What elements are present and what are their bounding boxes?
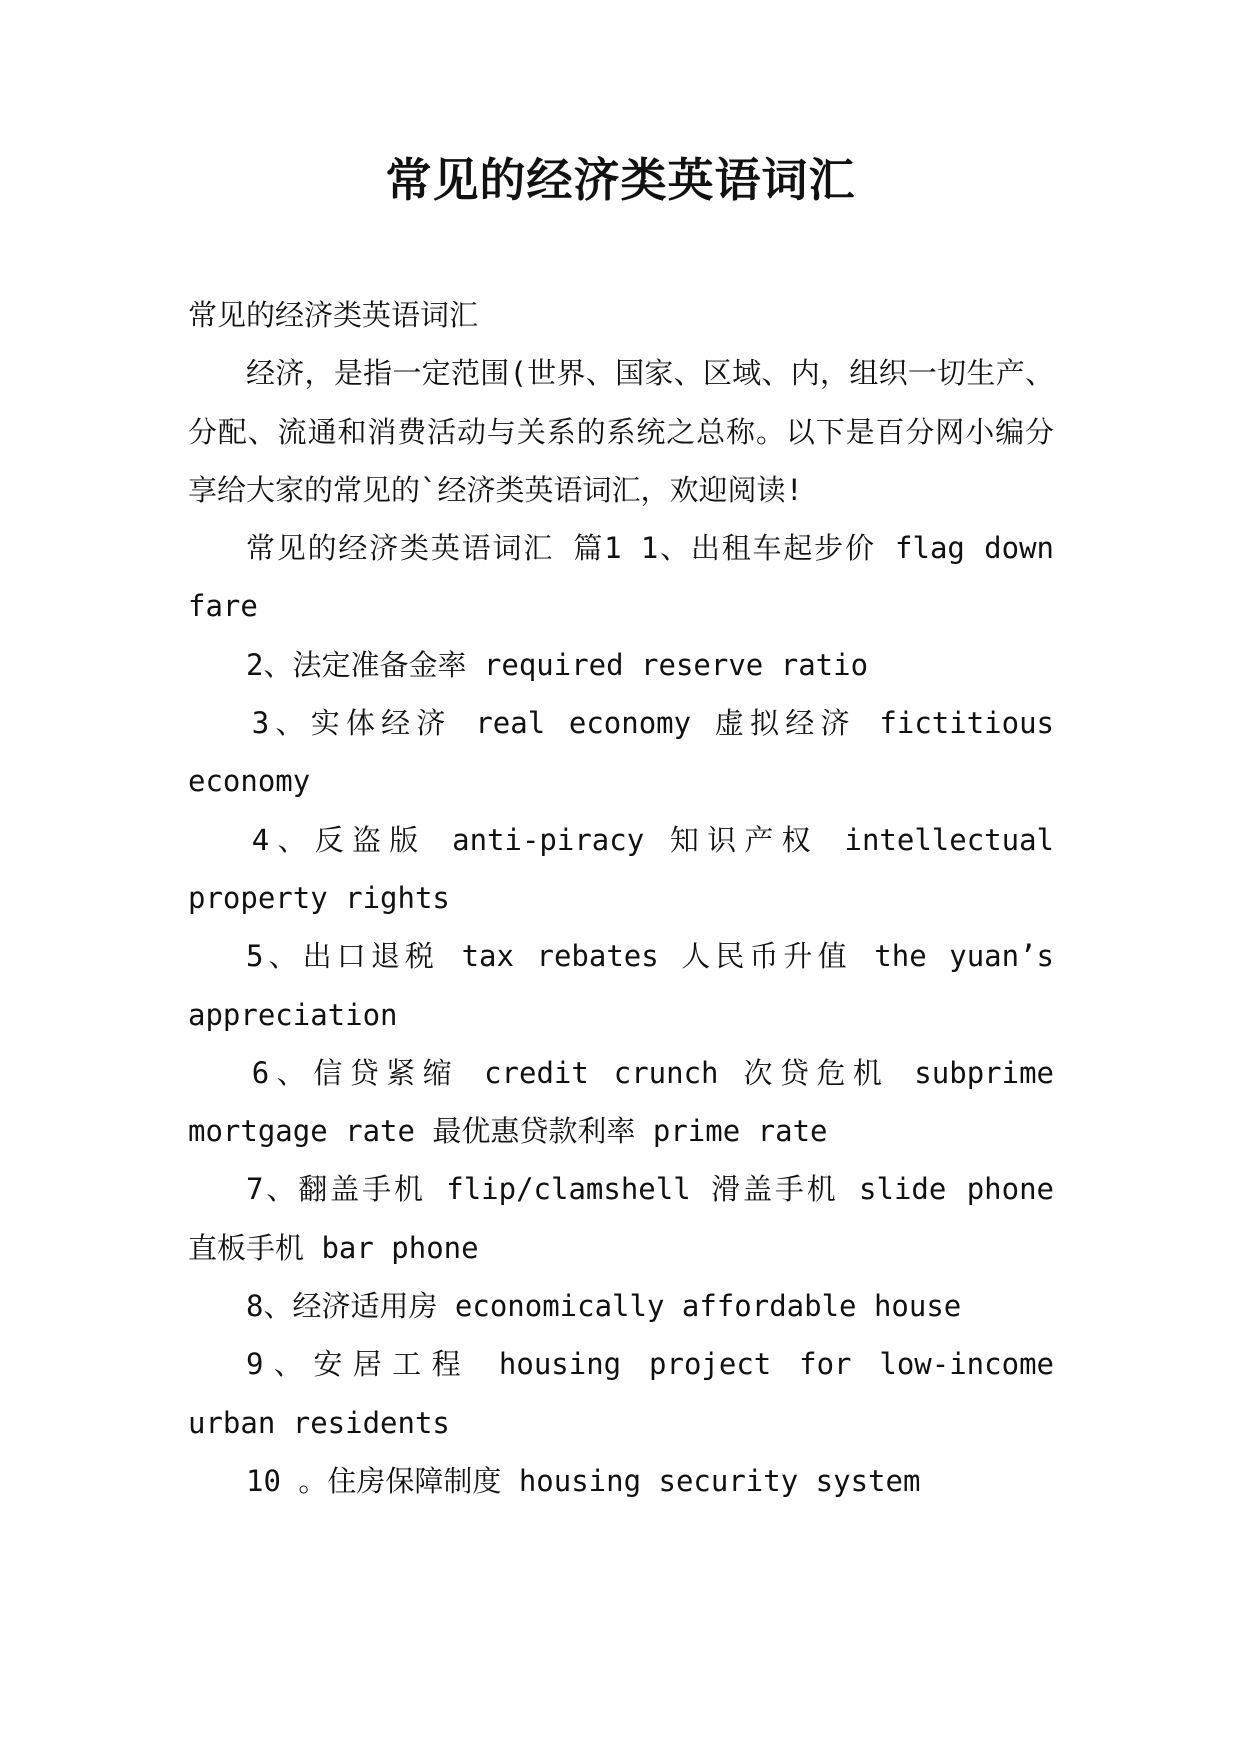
intro-paragraph: 经济，是指一定范围(世界、国家、区域、内，组织一切生产、分配、流通和消费活动与关系的系统之总称。以下是百分网小编分享给大家的常见的`经济类英语词汇，欢迎阅读!: [188, 356, 1054, 507]
vocab-item: 9、安居工程 housing project for low-income urban residents: [188, 1347, 1054, 1440]
vocab-item: 3、实体经济 real economy 虚拟经济 fictitious economy: [188, 706, 1054, 799]
vocab-item: 10 。住房保障制度 housing security system: [246, 1463, 921, 1498]
document-subtitle: 常见的经济类英语词汇: [188, 298, 479, 332]
vocab-item: 8、经济适用房 economically affordable house: [246, 1289, 962, 1324]
vocab-item: 7、翻盖手机 flip/clamshell 滑盖手机 slide phone 直板手机 bar phone: [188, 1172, 1054, 1265]
document-body: [188, 286, 1054, 1510]
vocab-item: 常见的经济类英语词汇 篇1 1、出租车起步价 flag down fare: [188, 531, 1054, 624]
vocab-item: 2、法定准备金率 required reserve ratio: [246, 647, 869, 682]
vocab-item: 6、信贷紧缩 credit crunch 次贷危机 subprime mortgage rate 最优惠贷款利率 prime rate: [188, 1055, 1054, 1149]
document-title: 常见的经济类英语词汇: [385, 153, 856, 207]
vocab-item: 5、出口退税 tax rebates 人民币升值 the yuan’s appreciation: [188, 939, 1054, 1032]
vocab-item: 4、反盗版 anti-piracy 知识产权 intellectual property rights: [188, 822, 1054, 915]
